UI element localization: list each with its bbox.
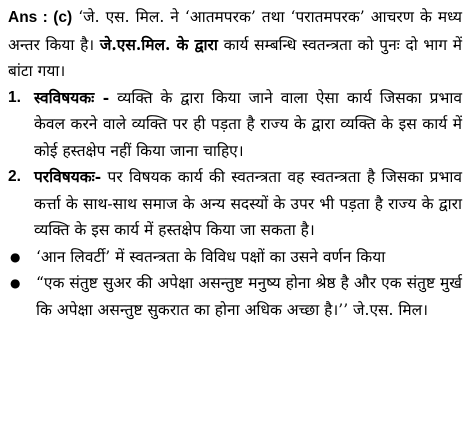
bullet-text: ‘आन लिवर्टी’ में स्वतन्त्रता के विविध पक्षों का उसने वर्णन किया [36, 247, 386, 266]
answer-label: Ans : (c) [8, 9, 73, 26]
point-text: पर विषयक कार्य की स्वतन्त्रता वह स्वतन्त्रता है जिसका प्रभाव कर्त्ता के साथ-साथ समाज के अन्य सदस्यों के उपर भी पड़ता है राज्य के द्वारा व्यक्ति के इस कार्य में हस्तक्षेप किया जा सकता है। [34, 168, 462, 239]
point-item-2 [8, 164, 462, 244]
intro-tail: कार्य सम्बन्धि स्वतन्त्रता को पुनः दो भाग में बांटा गया। [8, 35, 462, 80]
point-item-1 [8, 85, 462, 165]
answer-intro [8, 4, 462, 85]
intro-text: ‘जे. एस. मिल. ने ‘आतमपरक’ तथा ‘परातमपरक’ आचरण के मध्य अन्तर किया है। [8, 8, 462, 54]
bullet-icon: ● [10, 276, 21, 290]
point-body [34, 85, 462, 165]
bullet-item-2 [8, 270, 462, 323]
point-number: 1. [8, 88, 21, 106]
bullet-icon: ● [10, 249, 21, 264]
bullet-item-1 [8, 244, 462, 271]
point-number: 2. [8, 168, 21, 185]
intro-bold-phrase: जे.एस.मिल. के द्वारा [99, 34, 218, 54]
point-term: स्वविषयकः - [34, 87, 110, 107]
point-body [34, 164, 462, 244]
point-term: परविषयकः- [34, 167, 102, 186]
bullet-text: “एक संतुष्ट सुअर की अपेक्षा असन्तुष्ट मनुष्य होना श्रेष्ठ है और एक संतुष्ट मुर्ख कि अपेक्षा असन्तुष्ट सुकरात का होना अधिक अच्छा है।’’ जे.एस. मिल। [36, 274, 462, 319]
point-text: व्यक्ति के द्वारा किया जाने वाला ऐसा कार्य जिसका प्रभाव केवल करने वाले व्यक्ति पर ही पड़ता है राज्य के द्वारा व्यक्ति के इस कार्य में कोई हस्तक्षेप नहीं किया जाना चाहिए। [34, 88, 463, 160]
